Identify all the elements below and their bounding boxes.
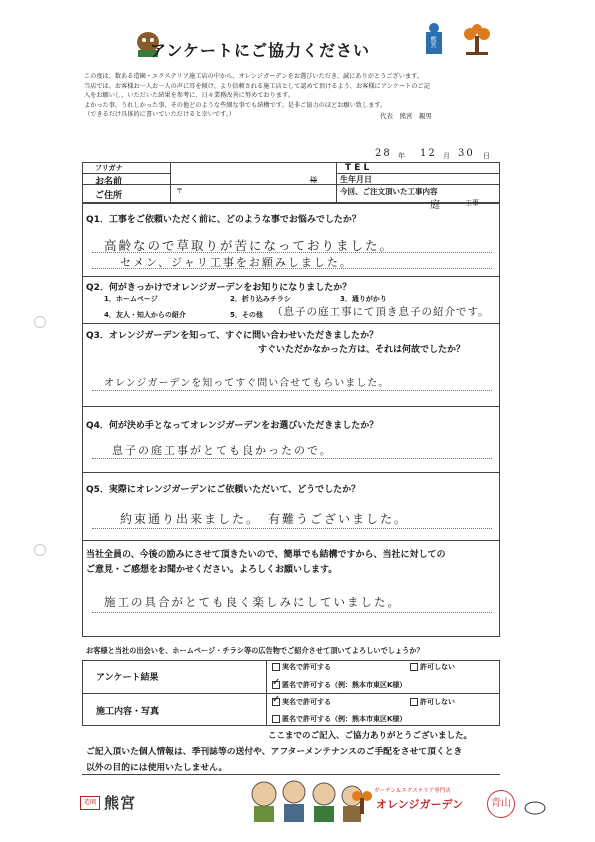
- tel-label: T E L: [345, 163, 370, 173]
- permission-anon-option[interactable]: 匿名で許可する（例：熊本市東区K様）: [272, 714, 406, 724]
- name-label: お名前: [95, 177, 123, 187]
- permission-real-option[interactable]: 実名で許可する: [272, 662, 331, 672]
- real-checkbox-checked[interactable]: [272, 698, 280, 706]
- q3-answer-line: オレンジガーデンを知ってすぐ問い合せてもらいました。: [104, 378, 390, 389]
- kumamiya-logo: 熊宮: [104, 794, 137, 812]
- zoen-logo: 造園: [80, 796, 100, 810]
- date-month: 12: [420, 148, 437, 159]
- intro-line: （できるだけ具体的に書いていただけると幸いです。）: [84, 111, 236, 119]
- date-year: 28: [375, 148, 392, 159]
- permission-row-label: アンケート結果: [96, 673, 159, 683]
- real-checkbox[interactable]: [272, 663, 280, 671]
- intro-line: 入をお願いし、いただいた結果を参考に、日々業務改善に努めております。: [84, 92, 294, 100]
- date-day-unit: 日: [483, 152, 490, 160]
- work-suffix: 工事: [465, 199, 479, 207]
- q2-other-answer: （息子の庭工事にて頂き息子の紹介です。: [272, 306, 490, 318]
- privacy-line: 以外の目的には使用いたしません。: [86, 763, 228, 773]
- intro-text: [84, 72, 524, 120]
- q3-question-sub: すぐいただかなかった方は、それは何故でしたか？: [258, 345, 466, 355]
- q2-option-4: 4．友人・知人からの紹介: [104, 311, 186, 319]
- work-label: 今回、ご注文頂いた工事内容: [340, 187, 438, 196]
- tree-logo-icon: [350, 788, 374, 816]
- punch-hole: [34, 544, 46, 556]
- initial-mark-icon: [524, 800, 546, 816]
- address-label: ご住所: [95, 191, 123, 201]
- permission-anon-option[interactable]: ✓匿名で許可する（例：熊本市東区K様）: [272, 680, 406, 690]
- representative: 代表 熊宮 親男: [380, 112, 432, 120]
- q2-option-3: 3．通りがかり: [340, 295, 387, 303]
- q2-option-2: 2．折り込みチラシ: [230, 295, 291, 303]
- q1-question: Q1．工事をご依頼いただく前に、どのような事でお悩みでしたか？: [86, 215, 361, 225]
- logo-badge: 熊宮: [424, 22, 444, 56]
- q3-question: Q3．オレンジガーデンを知って、すぐに問い合わせいただきましたか？: [86, 331, 379, 341]
- q5-question: Q5．実際にオレンジガーデンにご依頼いただいて、どうでしたか？: [86, 485, 361, 495]
- intro-line: 当店では、お客様お一人お一人の声に耳を傾け、より信頼される施工店として認めて頂けるよう、お客様にアンケートのご記: [84, 82, 430, 90]
- no-checkbox[interactable]: [410, 663, 418, 671]
- q2-question: Q2．何がきっかけでオレンジガーデンをお知りになりましたか？: [86, 283, 352, 293]
- anon-checkbox-checked[interactable]: [272, 681, 280, 689]
- message-answer-line: 施工の具合がとても良く楽しみにしていました。: [104, 595, 401, 609]
- page-title: アンケートにご協力ください: [150, 41, 371, 60]
- furigana-label: フリガナ: [95, 164, 123, 172]
- date-year-unit: 年: [398, 152, 405, 160]
- permission-no-option[interactable]: 許可しない: [410, 697, 455, 707]
- q4-answer-line: 息子の庭工事がとても良かったので。: [112, 444, 333, 457]
- work-value: 庭: [430, 200, 442, 211]
- anon-checkbox[interactable]: [272, 715, 280, 723]
- date-day: 30: [458, 148, 475, 159]
- punch-hole: [34, 316, 46, 328]
- date-month-unit: 月: [443, 152, 450, 160]
- q5-answer-line: 約束通り出来ました。 有難うございました。: [120, 512, 409, 526]
- tree-logo-icon: [460, 24, 494, 58]
- message-line: 当社全員の、今後の励みにさせて頂きたいので、簡単でも結構ですから、当社に対しての: [86, 550, 446, 560]
- permission-real-option[interactable]: ✓実名で許可する: [272, 697, 331, 707]
- staff-characters-icon: [244, 776, 364, 824]
- address-prefix: 〒: [176, 187, 183, 195]
- message-line: ご意見・ご感想をお聞かせください。よろしくお願いします。: [86, 565, 338, 575]
- q1-answer-line: セメン、ジャリ工事をお願みしました。: [120, 256, 353, 269]
- intro-line: よかった事、うれしかった事、その他どのような些細な事でも結構です。是非ご協力のほどお願い致します。: [84, 101, 387, 109]
- permission-row-label: 施工内容・写真: [96, 707, 160, 717]
- permission-no-option[interactable]: 許可しない: [410, 662, 455, 672]
- orange-garden-tagline: ガーデン＆エクステリア専門店: [374, 788, 451, 794]
- no-checkbox[interactable]: [410, 698, 418, 706]
- birthday-label: 生年月日: [340, 175, 372, 184]
- thanks-text: ここまでのご記入、ご協力ありがとうございました。: [268, 731, 473, 741]
- q4-question: Q4．何が決め手となってオレンジガーデンをお選びいただきましたか？: [86, 421, 379, 431]
- permission-question: お客様と当社の出会いを、ホームページ・チラシ等の広告物でご紹介させて頂いてよろしいでしょうか？: [86, 646, 424, 655]
- seal-stamp: 青山: [487, 790, 515, 818]
- privacy-line: ご記入頂いた個人情報は、季刊誌等の送付や、アフターメンテナンスのご手配をさせて頂くとき: [86, 747, 463, 757]
- q1-answer-line: 高齢なので草取りが苦になっておりました。: [104, 238, 395, 253]
- q2-option-1: 1．ホームページ: [104, 295, 158, 303]
- orange-garden-logo: オレンジガーデン: [376, 798, 464, 811]
- q2-option-5: 5．その他: [230, 311, 263, 319]
- intro-line: この度は、数ある造園・エクステリア施工店の中から、オレンジガーデンをお選びいただき、誠にありがとうございます。: [84, 73, 423, 80]
- name-suffix: 様: [310, 176, 317, 184]
